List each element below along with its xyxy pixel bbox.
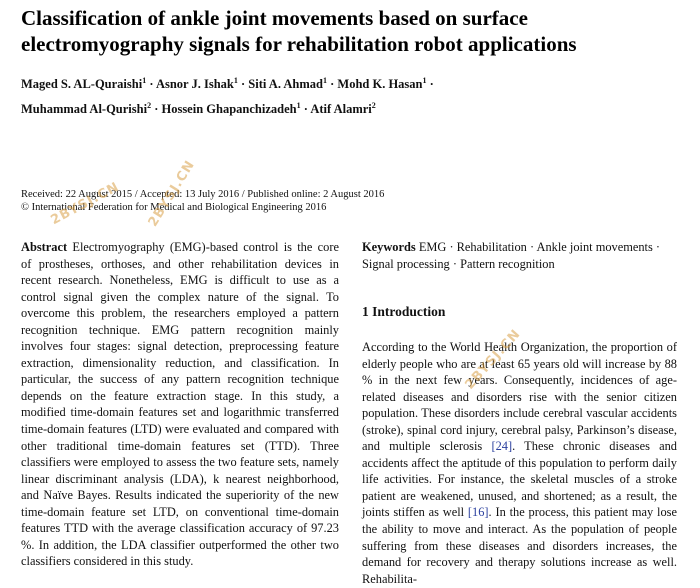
author-affiliation-mark: 2	[147, 101, 152, 111]
publication-dates: Received: 22 August 2015 / Accepted: 13 July 2016 / Published online: 2 August 2016	[21, 189, 385, 200]
author	[248, 77, 327, 91]
author-affiliation-mark: 1	[322, 76, 327, 85]
author-name: Mohd K. Hasan	[337, 77, 423, 92]
author	[310, 102, 375, 116]
introduction-heading: 1 Introduction	[362, 304, 446, 319]
abstract-text: Electromyography (EMG)-based control is the core of prostheses, orthoses, and other rehabilitation devices in recent research. Nonetheless, EMG is difficult to use as a control signal given the complex nature of the signal. To overcome this problem, the researchers employed a pattern recognition technique. EMG pattern recognition mainly involves four stages: signal detection, preprocessing feature extraction, dimensionality reduction, and classification. In particular, the success of any pattern recognition technique depends on the feature extraction stage. In this study, a modified time-domain features set and logarithmic transferred time-domain features (LTD) were evaluated and compared with other traditional time-domain features set (TTD). Three classifiers were employed to assess the two feature sets, namely linear discriminant analysis (LDA), k nearest neighborhood, and Naïve Bayes. Results indicated the superiority of the new time-domain feature set LTD, on conventional time-domain features TTD with the average classification accuracy of 97.23 %. In addition, the LDA classifier outperformed the other two classifiers considered in this study.	[21, 240, 339, 569]
author	[156, 77, 238, 91]
author	[21, 102, 151, 116]
abstract-section	[21, 239, 339, 570]
citation-link-24[interactable]: [24]	[491, 439, 513, 454]
author-affiliation-mark: 1	[296, 101, 301, 111]
author	[21, 77, 146, 91]
author-separator: ·	[237, 77, 249, 92]
keywords-label: Keywords	[362, 240, 416, 254]
introduction-text	[362, 339, 677, 587]
keywords-section	[362, 239, 677, 272]
copyright-line: © International Federation for Medical and Biological Engineering 2016	[21, 202, 327, 213]
paper-title: Classification of ankle joint movements based on surface electromyography signals for rehabilitation robot applications	[21, 6, 577, 56]
author-list	[21, 70, 681, 120]
intro-part-1: According to the World Health Organization, the proportion of elderly people who are at least 65 years old will increase by 88 % in the next few years. Consequently, incidences of age-related diseases and disorders rise with the senior citizen population. These disorders include cerebral vascular accidents (stroke), spinal cord injury, cerebral palsy, Parkinson’s disease, and multiple sclerosis	[362, 340, 677, 454]
author-name: Hossein Ghapanchizadeh	[161, 102, 297, 117]
abstract-label: Abstract	[21, 240, 68, 254]
author-name: Asnor J. Ishak	[155, 77, 234, 92]
author-separator: ·	[426, 77, 434, 92]
author-affiliation-mark: 2	[371, 101, 376, 111]
author-name: Muhammad Al-Qurishi	[21, 102, 148, 117]
author-separator: ·	[326, 77, 338, 92]
watermark-1: 2BYSJ.CN	[48, 179, 122, 229]
author	[337, 77, 426, 91]
intro-part-3: . In the process, this patient may lose the ability to move and interact. As the population of people suffering from these diseases and disorders increases, the demand for recovery and therapy solutions increase as well. Rehabilita-	[362, 505, 677, 586]
watermark-3: 2BYSJ.CN	[462, 326, 524, 393]
author-affiliation-mark: 1	[233, 76, 238, 85]
author-separator: ·	[300, 102, 311, 117]
keywords-text: EMG · Rehabilitation · Ankle joint movements · Signal processing · Pattern recognition	[362, 240, 661, 271]
intro-part-2: . These chronic diseases and accidents affect the aptitude of this population to perform daily life activities. For instance, the skeletal muscles of a stroke patient are weakened, unused, and shortened; as a result, the joints stiffen as well	[362, 439, 677, 520]
author-separator: ·	[146, 77, 156, 92]
author-name: Atif Alamri	[310, 102, 372, 117]
citation-link-16[interactable]: [16]	[467, 505, 489, 520]
author-name: Maged S. AL-Quraishi	[21, 77, 143, 92]
watermark-2: 2BYSJ.CN	[145, 157, 199, 230]
author-affiliation-mark: 1	[142, 76, 147, 85]
author	[161, 102, 300, 116]
author-name: Siti A. Ahmad	[248, 77, 323, 92]
author-affiliation-mark: 1	[422, 76, 427, 85]
author-separator: ·	[151, 102, 162, 117]
